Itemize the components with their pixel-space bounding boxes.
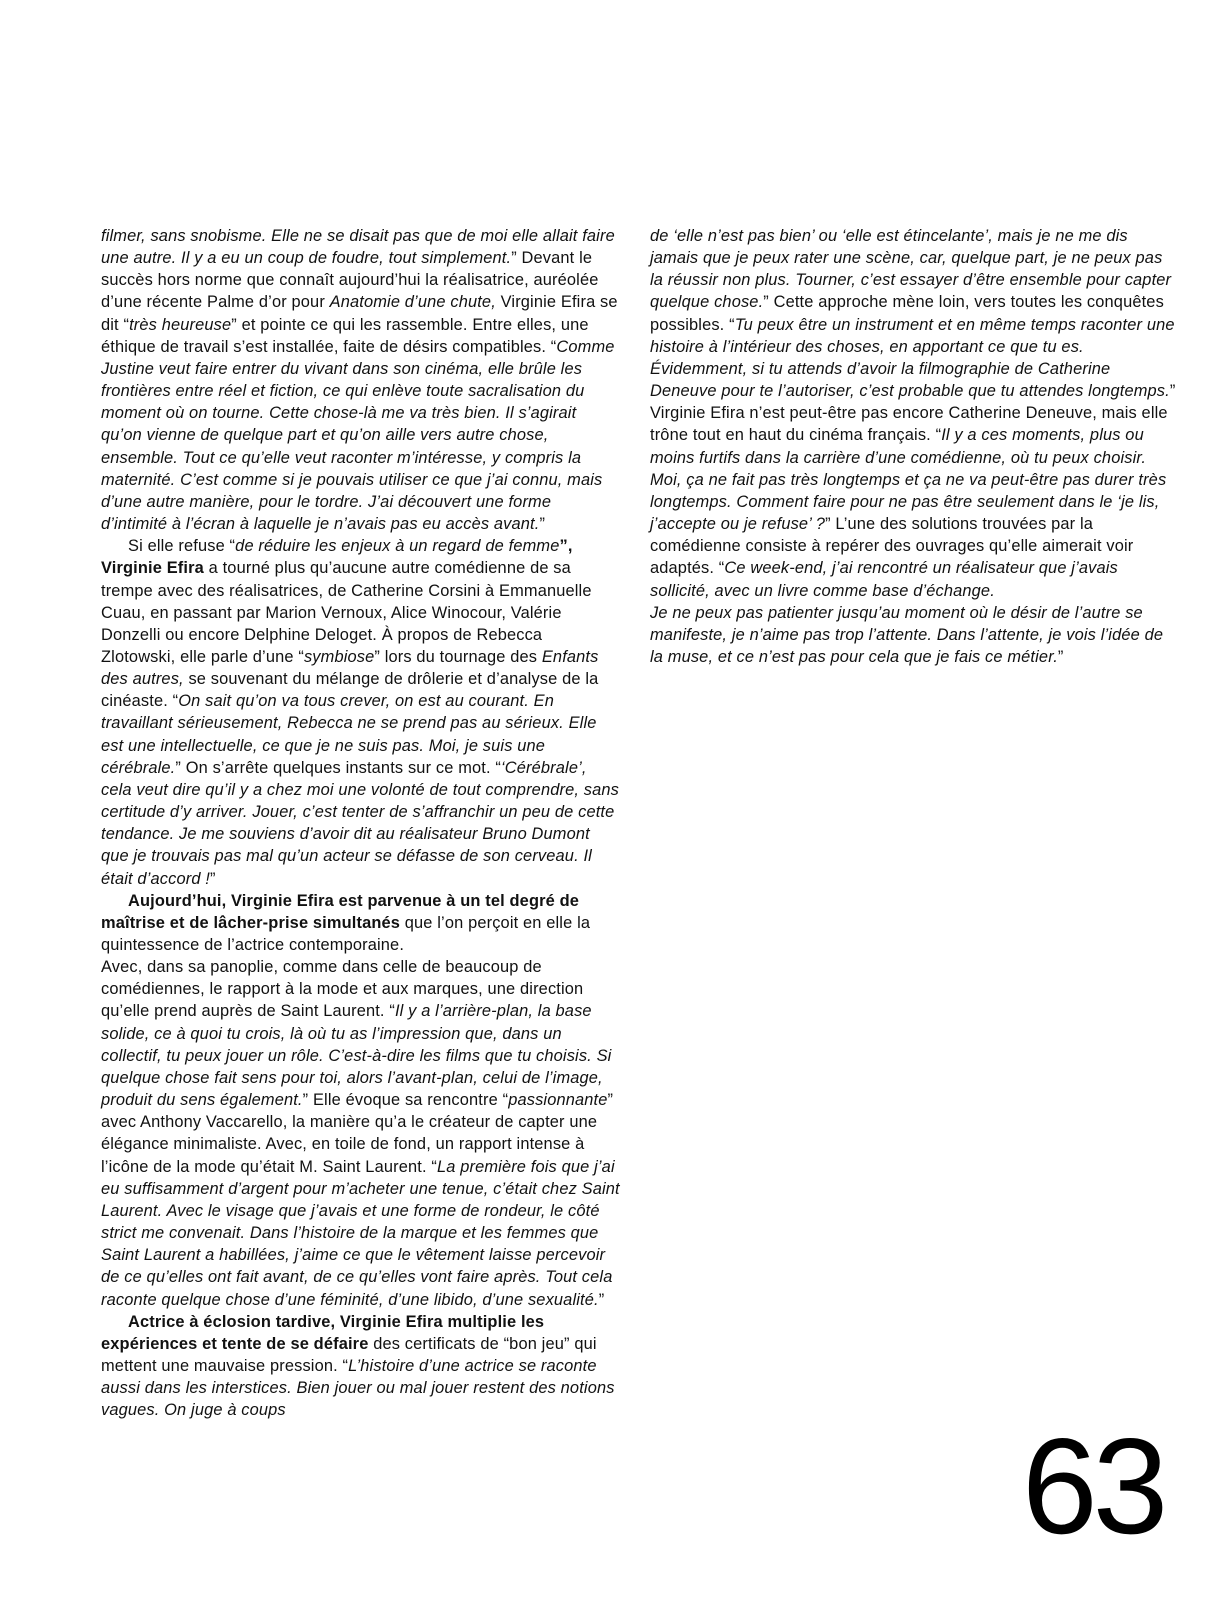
text-run: a tourné plus qu’aucune autre comédienne de sa trempe avec des réalisatrices, de Catherine Corsini à Emmanuelle Cuau, en passant par Marion Vernoux, Alice Winocour, Valérie Donzelli ou encore Delphine Deloget. À propos de Rebecca Zlotowski, elle parle d’une “: [101, 559, 592, 666]
text-run: Comme Justine veut faire entrer du vivant dans son cinéma, elle brûle les frontières entre réel et fiction, ce qui enlève toute sacralisation du moment où on tourne. Cette chose-là me va très bien. Il s’agirait qu’on vienne de quelque part et qu’on aille vers autre chose, ensemble. Tout ce qu’elle veut raconter m’intéresse, y compris la maternité. C’est comme si je pouvais utiliser ce que j’ai connu, mais d’une autre manière, pour le tordre. J’ai découvert une forme d’intimité à l’écran à laquelle je n’avais pas eu accès avant.: [101, 337, 615, 534]
article-column-left: [101, 225, 621, 1421]
text-run: de ‘elle n’est pas bien’ ou ‘elle est étincelante’, mais je ne me dis jamais que je peux rater une scène, car, quelque part, je ne peux pas la réussir non plus. Tourner, c’est essayer d’être ensemble pour capter quelque chose.: [650, 227, 1172, 312]
text-run: ”: [210, 869, 216, 888]
article-paragraph: [101, 225, 621, 535]
text-run: ” Cette approche mène loin, vers toutes les conquêtes possibles. “: [650, 293, 1164, 334]
text-run: symbiose: [303, 647, 375, 666]
text-run: ” et pointe ce qui les rassemble. Entre elles, une éthique de travail s’est installée, faite de désirs compatibles. “: [101, 315, 589, 356]
article-paragraph: [101, 956, 621, 1311]
text-run: La première fois que j’ai eu suffisamment d’argent pour m’acheter une tenue, c’était chez Saint Laurent. Avec le visage que j’avais et une forme de rondeur, le côté strict me convenait. Dans l’histoire de la marque et les femmes que Saint Laurent a habillées, j’aime ce que le vêtement laisse percevoir de ce qu’elles ont fait avant, de ce qu’elles vont faire après. Tout cela raconte quelque chose d’une féminité, d’une libido, d’une sexualité.: [101, 1157, 620, 1309]
text-run: L’histoire d’une actrice se raconte aussi dans les interstices. Bien jouer ou mal jouer restent des notions vagues. On juge à coups: [101, 1356, 615, 1420]
text-run: ” L’une des solutions trouvées par la comédienne consiste à repérer des ouvrages qu’elle aimerait voir adaptés. “: [650, 515, 1134, 578]
text-run: très heureuse: [129, 315, 232, 334]
article-paragraph: [101, 890, 621, 956]
text-run: Aujourd’hui, Virginie Efira est parvenue à un tel degré de maîtrise et de lâcher-prise simultanés: [101, 891, 580, 932]
text-run: Virginie Efira se dit “: [101, 293, 618, 334]
text-run: Il y a ces moments, plus ou moins furtifs dans la carrière d’une comédienne, où tu peux choisir. Moi, ça ne fait pas très longtemps et ça ne va peut-être pas durer très longtemps. Comment faire pour ne pas être seulement dans le ‘je lis, j’accepte ou je refuse’ ?: [650, 426, 1167, 534]
text-run: ”: [1057, 647, 1064, 666]
text-run: Enfants des autres,: [101, 647, 599, 689]
text-run: filmer, sans snobisme. Elle ne se disait pas que de moi elle allait faire une autre. Il y a eu un coup de foudre, tout simplement.: [101, 227, 615, 268]
text-run: ” On s’arrête quelques instants sur ce mot. “: [175, 758, 501, 777]
text-run: ” Elle évoque sa rencontre “: [302, 1091, 509, 1110]
text-run: des certificats de “bon jeu” qui mettent une mauvaise pression. “: [101, 1334, 597, 1375]
text-run: Ce week-end, j’ai rencontré un réalisateur que j’avais sollicité, avec un livre comme base d’échange.: [650, 559, 1118, 600]
article-paragraph: [101, 1311, 621, 1422]
text-run: Actrice à éclosion tardive, Virginie Efira multiplie les expériences et tente de se défaire: [101, 1312, 545, 1353]
text-run: Il y a l’arrière-plan, la base solide, ce à quoi tu crois, là où tu as l’impression que, dans un collectif, tu peux jouer un rôle. C’est-à-dire les films que tu choisis. Si quelque chose fait sens pour toi, alors l’avant-plan, celui de l’image, produit du sens également.: [101, 1002, 612, 1110]
text-run: que l’on perçoit en elle la quintessence de l’actrice contemporaine.: [101, 913, 591, 954]
text-run: ”, Virginie Efira: [101, 537, 573, 578]
text-run: ”: [598, 1290, 605, 1309]
article-column-right: [650, 225, 1176, 668]
text-run: On sait qu’on va tous crever, on est au courant. En travaillant sérieusement, Rebecca ne se prend pas au sérieux. Elle est une intellectuelle, ce que je ne suis pas. Moi, je suis une cérébrale.: [101, 692, 597, 777]
article-paragraph: [101, 535, 621, 890]
text-run: ” Virginie Efira n’est peut-être pas encore Catherine Deneuve, mais elle trône tout en haut du cinéma français. “: [650, 382, 1176, 445]
article-paragraph: [650, 225, 1176, 602]
text-run: de réduire les enjeux à un regard de femme: [235, 537, 560, 556]
text-run: Tu peux être un instrument et en même temps raconter une histoire à l’intérieur des choses, en apportant ce que tu es. Évidemment, si tu attends d’avoir la filmographie de Catherine Deneuve pour te l’autoriser, c’est probable que tu attendes longtemps.: [650, 315, 1175, 401]
text-run: Avec, dans sa panoplie, comme dans celle de beaucoup de comédiennes, le rapport à la mode et aux marques, une direction qu’elle prend auprès de Saint Laurent. “: [101, 958, 584, 1021]
article-paragraph: [650, 602, 1176, 668]
text-run: ” lors du tournage des: [374, 647, 542, 666]
text-run: ”: [539, 515, 546, 534]
text-run: Anatomie d’une chute,: [329, 293, 496, 312]
text-run: ‘Cérébrale’, cela veut dire qu’il y a chez moi une volonté de tout comprendre, sans certitude d’y arriver. Jouer, c’est tenter de s’affranchir un peu de cette tendance. Je me souviens d’avoir dit au réalisateur Bruno Dumont que je trouvais pas mal qu’un acteur se défasse de son cerveau. Il était d’accord !: [101, 758, 619, 888]
page-number: 63: [1022, 1410, 1164, 1562]
text-run: Je ne peux pas patienter jusqu’au moment où le désir de l’autre se manifeste, je n’aime pas trop l’attente. Dans l’attente, je vois l’idée de la muse, et ce n’est pas pour cela que je fais ce métier.: [650, 603, 1164, 666]
text-run: se souvenant du mélange de drôlerie et d’analyse de la cinéaste. “: [101, 670, 599, 711]
text-run: ” Devant le succès hors norme que connaît aujourd’hui la réalisatrice, auréolée d’une récente Palme d’or pour: [101, 249, 599, 312]
text-run: ” avec Anthony Vaccarello, la manière qu’a le créateur de capter une élégance minimaliste. Avec, en toile de fond, un rapport intense à l’icône de la mode qu’était M. Saint Laurent. “: [101, 1091, 614, 1176]
text-run: passionnante: [508, 1091, 608, 1110]
text-run: Si elle refuse “: [128, 537, 236, 556]
